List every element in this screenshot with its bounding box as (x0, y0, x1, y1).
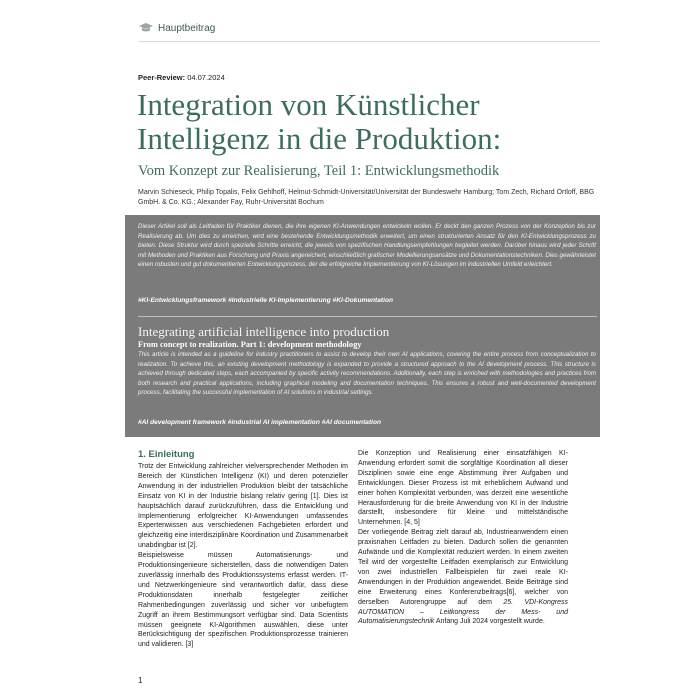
article-title: Integration von Künstlicher Intelligenz in die Produktion: (137, 87, 502, 156)
tags-english: #AI development framework #industrial AI implementation #AI documentation (138, 419, 382, 426)
english-subtitle: From concept to realization. Part 1: development methodology (138, 340, 362, 349)
peer-review-date: 04.07.2024 (187, 73, 225, 82)
paragraph (358, 528, 568, 627)
page-number: 1 (138, 676, 143, 685)
tags-german: #KI-Entwicklungsframework #Industrielle KI-Implementierung #KI-Dokumentation (138, 297, 393, 304)
section-category: Hauptbeitrag (158, 23, 216, 34)
paragraph: Trotz der Entwicklung zahlreicher vielversprechender Methoden im Bereich der Künstlichen Intelligenz (KI) und deren potenzieller Anwendung in der industriellen Produktion bleibt der tatsächliche Einsatz von KI in der Industrie bislang relativ gering [1]. Dies ist hauptsächlich darauf zurückzuführen, dass die Entwicklung und Implementierung erfolgreicher KI-Anwendungen umfassendes Expertenwissen aus verschiedenen Fachgebieten erfordert und gleichzeitig eine interdisziplinäre Koordination und Zusammenarbeit unabdingbar ist [2]. (138, 463, 348, 550)
conference-name: 25. VDI-Kongress AUTOMATION – Leitkongress der Mess- und Automatisierungstechnik (358, 598, 569, 626)
peer-review-label: Peer-Review: (138, 73, 186, 82)
peer-review-line (138, 73, 225, 82)
paragraph-text: Der vorliegende Beitrag zielt darauf ab, Industrieanwendern einen praxisnahen Leitfaden zu bieten. Dadurch sollen die genannten Aufwände und die Komplexität reduziert werden. In einem zweiten Teil wird der vorgestellte Leitfaden exemplarisch zur Entwicklung von zwei industriellen Fallbeispielen für zwei reale KI-Anwendungen in der Produktion angewendet. Beide Beiträge sind eine Erweiterung eines Konferenzbeitrags[6], welcher von derselben Autorengruppe auf dem (358, 529, 568, 606)
author-list: Marvin Schieseck, Philip Topalis, Felix Gehlhoff, Helmut-Schmidt-Universität/Universität der Bundeswehr Hamburg; Tom Zech, Richard Ortloff, BBG GmbH. & Co. KG.; Alexander Fay, Ruhr-Universität Bochum (138, 189, 595, 206)
abstract-english: This article is intended as a guideline for industry practitioners to assist to develop their own AI applications, covering the entire process from conceptualization to realization. To achieve this, an existing development methodology is expanded to provide a structured approach to the AI development process. This structure is achieved through dedicated steps, each accompanied by specific activity recommendations. Additionally, each step is enriched with methodologies and practices from both research and practical applications, including graphical modeling and documentation techniques. This ensures a robust and well-documented development process, facilitating the successful implementation of AI solutions in industrial settings. (138, 351, 596, 397)
header-divider (138, 41, 600, 42)
paragraph: Die Konzeption und Realisierung einer einsatzfähigen KI-Anwendung erfordert somit die sorgfältige Koordination all dieser Disziplinen sowie eine enge Abstimmung ihrer Aufgaben und Entwicklungen. Dieser Prozess ist mit erheblichem Aufwand und einer hohen Komplexität verbunden, was derzeit eine wesentliche Herausforderung für die breite Anwendung von KI in der Industrie darstellt, insbesondere für kleine und mittelständische Unternehmen. [4, 5] (358, 450, 568, 527)
section-heading: 1. Einleitung (138, 449, 195, 460)
article-subtitle: Vom Konzept zur Realisierung, Teil 1: Entwicklungsmethodik (138, 163, 500, 179)
graduation-cap-icon (139, 23, 153, 33)
paragraph-text-end: Anfang Juli 2024 vorgestellt wurde. (435, 618, 545, 626)
paragraph: Beispielsweise müssen Automatisierungs- und Produktionsingenieure sicherstellen, dass die notwendigen Daten zuverlässig innerhalb des Produktionssystems erfasst werden. IT- und Netzwerkingenieure sind verantwortlich dafür, dass diese Produktionsdaten innerhalb festgelegter zeitlicher Rahmenbedingungen zuverlässig und sicher vor unbefugtem Zugriff an ihrem Bestimmungsort verfügbar sind. Data Scientists müssen geeignete KI-Algorithmen auswählen, diese unter Berücksichtigung der spezifischen Produktionsprozesse trainieren und validieren. [3] (138, 552, 348, 649)
abstract-divider (138, 316, 597, 317)
body-column-left (138, 449, 348, 650)
abstract-german: Dieser Artikel soll als Leitfaden für Praktiker dienen, die ihre eigenen KI-Anwendungen entwickeln wollen. Er deckt den ganzen Prozess von der Konzeption bis zur Realisierung ab. Um dies zu erreichen, wird eine bestehende Entwicklungsmethodik erweitert, um einen strukturierten Ansatz für den KI-Entwicklungsprozess zu bieten. Diese Struktur wird durch spezielle Schritte erreicht, die jeweils von spezifischen Handlungsempfehlungen begleitet werden. Darüber hinaus wird jeder Schritt mit Methoden und Praktiken aus Forschung und Praxis angereichert, einschließlich grafischer Modellierungsansätze und Dokumentationstechniken. Dies gewährleistet einen robusten und gut dokumentierten Entwicklungsprozess, der die erfolgreiche Implementierung von KI-Lösungen im industriellen Umfeld erleichtert. (138, 223, 596, 269)
english-title: Integrating artificial intelligence into production (138, 324, 390, 339)
body-column-right (358, 449, 568, 627)
